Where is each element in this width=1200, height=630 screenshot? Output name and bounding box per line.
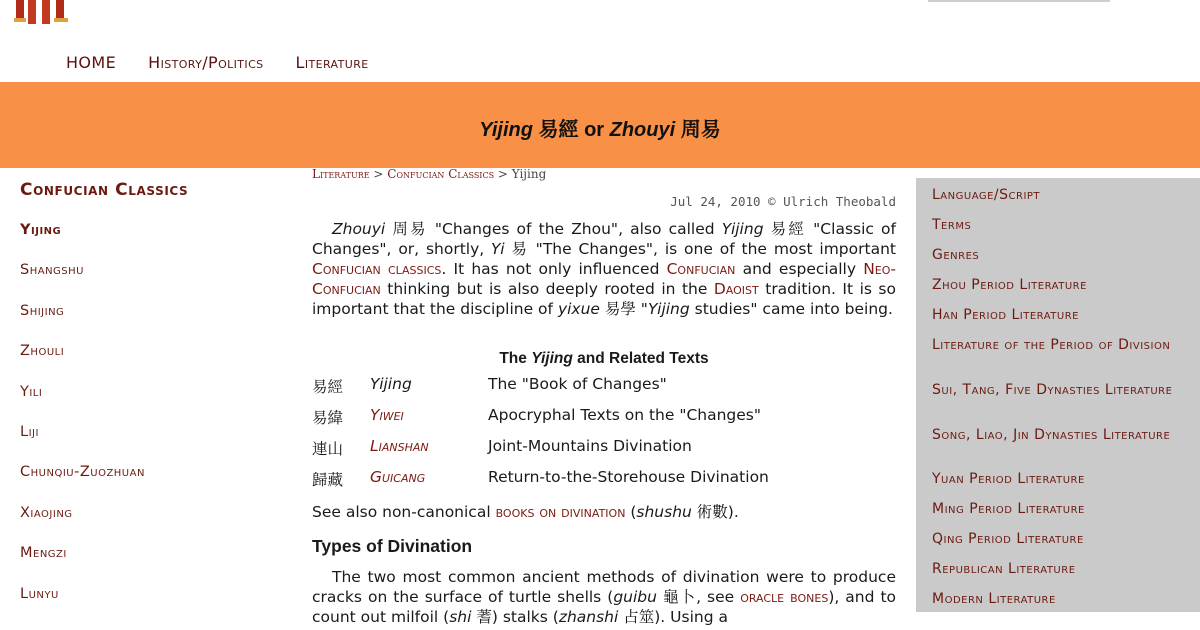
row-chinese: 易緯 <box>312 409 344 427</box>
right-item-terms[interactable]: Terms <box>932 217 972 233</box>
right-item-ming-literature[interactable]: Ming Period Literature <box>932 501 1085 517</box>
see-also-line: See also non-canonical books on divination (shushu 術數). <box>312 503 739 521</box>
top-nav <box>66 53 369 77</box>
link-books-on-divination[interactable]: books on divination <box>495 503 626 521</box>
link-neo-confucian[interactable]: Neo-Confucian <box>312 260 896 298</box>
nav-literature[interactable]: Literature <box>295 53 369 72</box>
sidebar-item-liji[interactable]: Liji <box>20 423 39 440</box>
right-item-song-liao-jin-literature[interactable]: Song, Liao, Jin Dynasties Literature <box>932 427 1171 443</box>
row-description: Joint-Mountains Divination <box>488 437 692 455</box>
right-item-division-literature[interactable]: Literature of the Period of Division <box>932 337 1171 353</box>
right-sidebar <box>916 178 1200 612</box>
link-confucian-classics[interactable]: Confucian classics <box>312 260 442 278</box>
row-description: The "Book of Changes" <box>488 375 667 393</box>
breadcrumb-confucian-classics[interactable]: Confucian Classics <box>387 167 495 181</box>
right-item-genres[interactable]: Genres <box>932 247 980 263</box>
sidebar-item-yili[interactable]: Yili <box>20 383 43 400</box>
intro-paragraph: Zhouyi 周易 "Changes of the Zhou", also called Yijing 易經 "Classic of Changes", or, shortly, Yi 易 "The Changes", is one of the most important Confucian classics. It has not only influenced Confucian and especially Neo-Confucian thinking but is also deeply rooted in the Daoist tradition. It is so important that the discipline of yixue 易學 "Yijing studies" came into being. <box>312 220 896 318</box>
site-logo[interactable] <box>14 0 72 26</box>
page-title: Yijing 易經 or Zhouyi 周易 <box>479 119 721 141</box>
row-chinese: 歸藏 <box>312 471 344 489</box>
sidebar-item-chunqiu-zuozhuan[interactable]: Chunqiu-Zuozhuan <box>20 464 145 481</box>
link-yiwei[interactable]: Yiwei <box>370 406 404 424</box>
right-item-modern-literature[interactable]: Modern Literature <box>932 591 1056 607</box>
sidebar-item-mengzi[interactable]: Mengzi <box>20 545 67 562</box>
sidebar-item-zhouli[interactable]: Zhouli <box>20 343 65 360</box>
sidebar-item-shangshu[interactable]: Shangshu <box>20 262 84 279</box>
row-chinese: 連山 <box>312 440 344 458</box>
left-sidebar <box>20 180 280 626</box>
row-description: Return-to-the-Storehouse Divination <box>488 468 769 486</box>
right-item-language-script[interactable]: Language/Script <box>932 187 1041 203</box>
table-title: The Yijing and Related Texts <box>499 350 709 367</box>
sidebar-heading[interactable]: Confucian Classics <box>20 180 189 200</box>
breadcrumb: Literature > Confucian Classics > Yijing <box>312 167 547 181</box>
link-oracle-bones[interactable]: oracle bones <box>740 588 829 606</box>
right-item-han-literature[interactable]: Han Period Literature <box>932 307 1079 323</box>
breadcrumb-current: Yijing <box>511 167 547 181</box>
date-author-line: Jul 24, 2010 © Ulrich Theobald <box>670 194 896 209</box>
search-box[interactable] <box>928 0 1110 2</box>
row-name: Yijing <box>370 375 412 393</box>
breadcrumb-literature[interactable]: Literature <box>312 167 370 181</box>
nav-home[interactable]: HOME <box>66 53 117 72</box>
link-daoist[interactable]: Daoist <box>713 280 759 298</box>
nav-history-politics[interactable]: History/Politics <box>148 53 264 72</box>
right-item-zhou-literature[interactable]: Zhou Period Literature <box>932 277 1087 293</box>
row-description: Apocryphal Texts on the "Changes" <box>488 406 762 424</box>
right-item-qing-literature[interactable]: Qing Period Literature <box>932 531 1084 547</box>
row-chinese: 易經 <box>312 378 344 396</box>
sidebar-item-yijing[interactable]: Yijing <box>20 222 62 238</box>
link-lianshan[interactable]: Lianshan <box>370 437 429 455</box>
link-confucian[interactable]: Confucian <box>666 260 736 278</box>
divination-paragraph: The two most common ancient methods of divination were to produce cracks on the surface of turtle shells (guibu 龜卜, see oracle bones), and to count out milfoil (shi 蓍) stalks (zhanshi 占筮). Using a <box>312 568 897 626</box>
sidebar-item-xiaojing[interactable]: Xiaojing <box>20 504 73 521</box>
sidebar-item-shijing[interactable]: Shijing <box>20 302 65 319</box>
right-item-sui-tang-literature[interactable]: Sui, Tang, Five Dynasties Literature <box>932 382 1173 398</box>
section-heading: Types of Divination <box>312 536 473 556</box>
sidebar-item-lunyu[interactable]: Lunyu <box>20 585 59 602</box>
right-item-republican-literature[interactable]: Republican Literature <box>932 561 1076 577</box>
right-item-yuan-literature[interactable]: Yuan Period Literature <box>932 471 1085 487</box>
link-guicang[interactable]: Guicang <box>370 468 426 486</box>
